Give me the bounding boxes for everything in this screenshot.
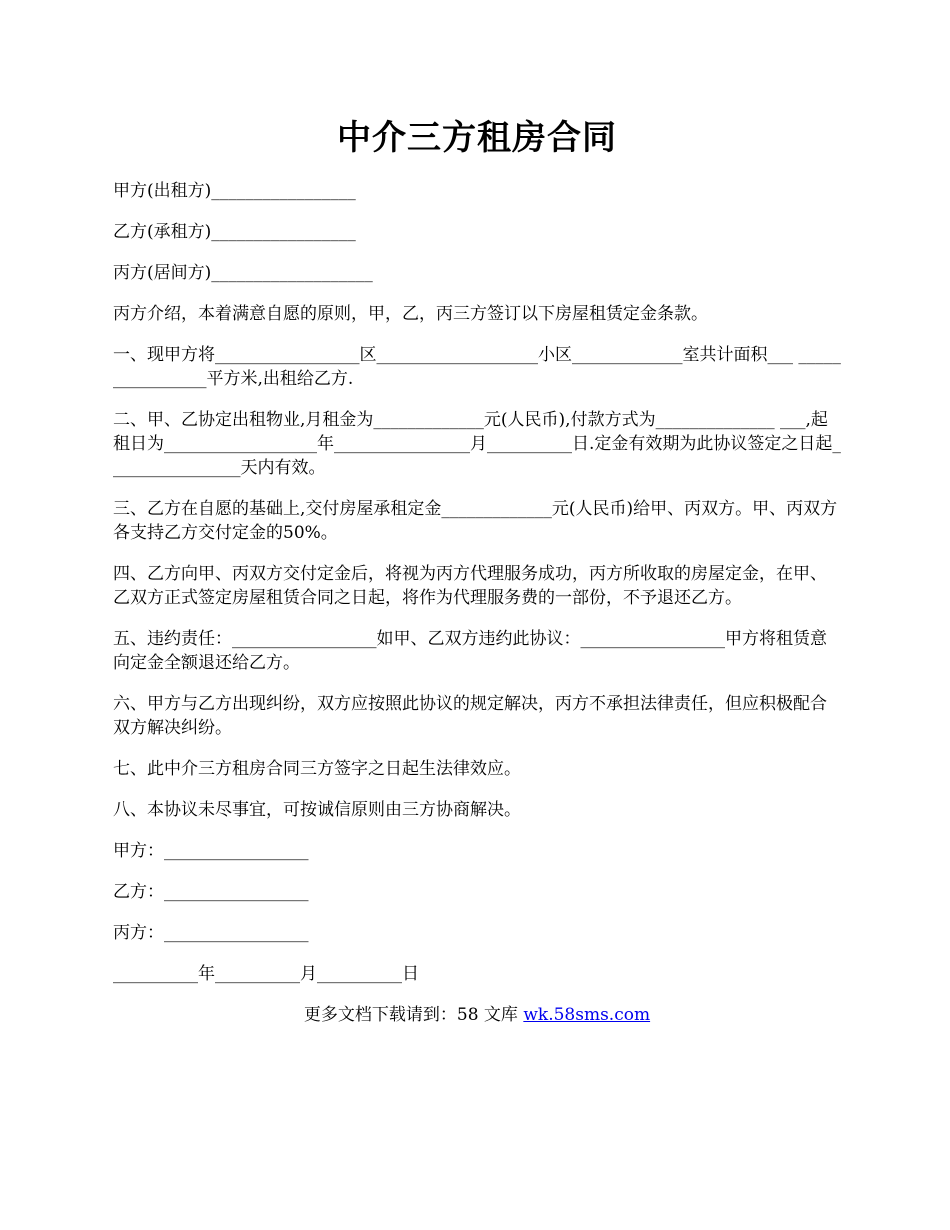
signature-agent: 丙方：_________________ bbox=[113, 923, 309, 943]
clause-4: 四、乙方向甲、丙双方交付定金后，将视为丙方代理服务成功，丙方所收取的房屋定金，在甲、乙双方正式签定房屋租赁合同之日起，将作为代理服务费的一部份，不予退还乙方。 bbox=[113, 564, 827, 608]
intro-paragraph: 丙方介绍，本着满意自愿的原则，甲，乙，丙三方签订以下房屋租赁定金条款。 bbox=[113, 304, 708, 324]
document-page bbox=[113, 112, 841, 1027]
clause-3: 三、乙方在自愿的基础上,交付房屋承租定金_____________元(人民币)给甲、丙双方。甲、丙双方各支持乙方交付定金的50%。 bbox=[113, 499, 838, 543]
clause-8: 八、本协议未尽事宜，可按诚信原则由三方协商解决。 bbox=[113, 800, 521, 820]
clause-1: 一、现甲方将_________________区___________________小区_____________室共计面积___ ________________平方米,出租给乙方. bbox=[113, 345, 841, 389]
footer-link[interactable]: wk.58sms.com bbox=[523, 1005, 651, 1025]
document-title: 中介三方租房合同 bbox=[337, 118, 617, 158]
clause-2: 二、甲、乙协定出租物业,月租金为_____________元(人民币),付款方式为______________ ___,起租日为__________________年________________月__________日.定金有效期为此协议签定之日起________________天内有效。 bbox=[113, 410, 841, 478]
download-footer bbox=[113, 1003, 841, 1027]
party-tenant-line: 乙方(承租方)_________________ bbox=[113, 222, 356, 242]
signature-landlord: 甲方：_________________ bbox=[113, 841, 309, 861]
party-landlord-line: 甲方(出租方)_________________ bbox=[113, 181, 356, 201]
party-agent-line: 丙方(居间方)___________________ bbox=[113, 263, 373, 283]
clause-7: 七、此中介三方租房合同三方签字之日起生法律效应。 bbox=[113, 759, 521, 779]
footer-text: 更多文档下载请到：58 文库 bbox=[303, 1005, 524, 1025]
clause-5: 五、违约责任：_________________如甲、乙双方违约此协议：_________________甲方将租赁意向定金全额退还给乙方。 bbox=[113, 629, 827, 673]
signature-tenant: 乙方：_________________ bbox=[113, 882, 309, 902]
date-line: __________年__________月__________日 bbox=[113, 964, 419, 984]
clause-6: 六、甲方与乙方出现纠纷，双方应按照此协议的规定解决，丙方不承担法律责任，但应积极配合双方解决纠纷。 bbox=[113, 694, 827, 738]
